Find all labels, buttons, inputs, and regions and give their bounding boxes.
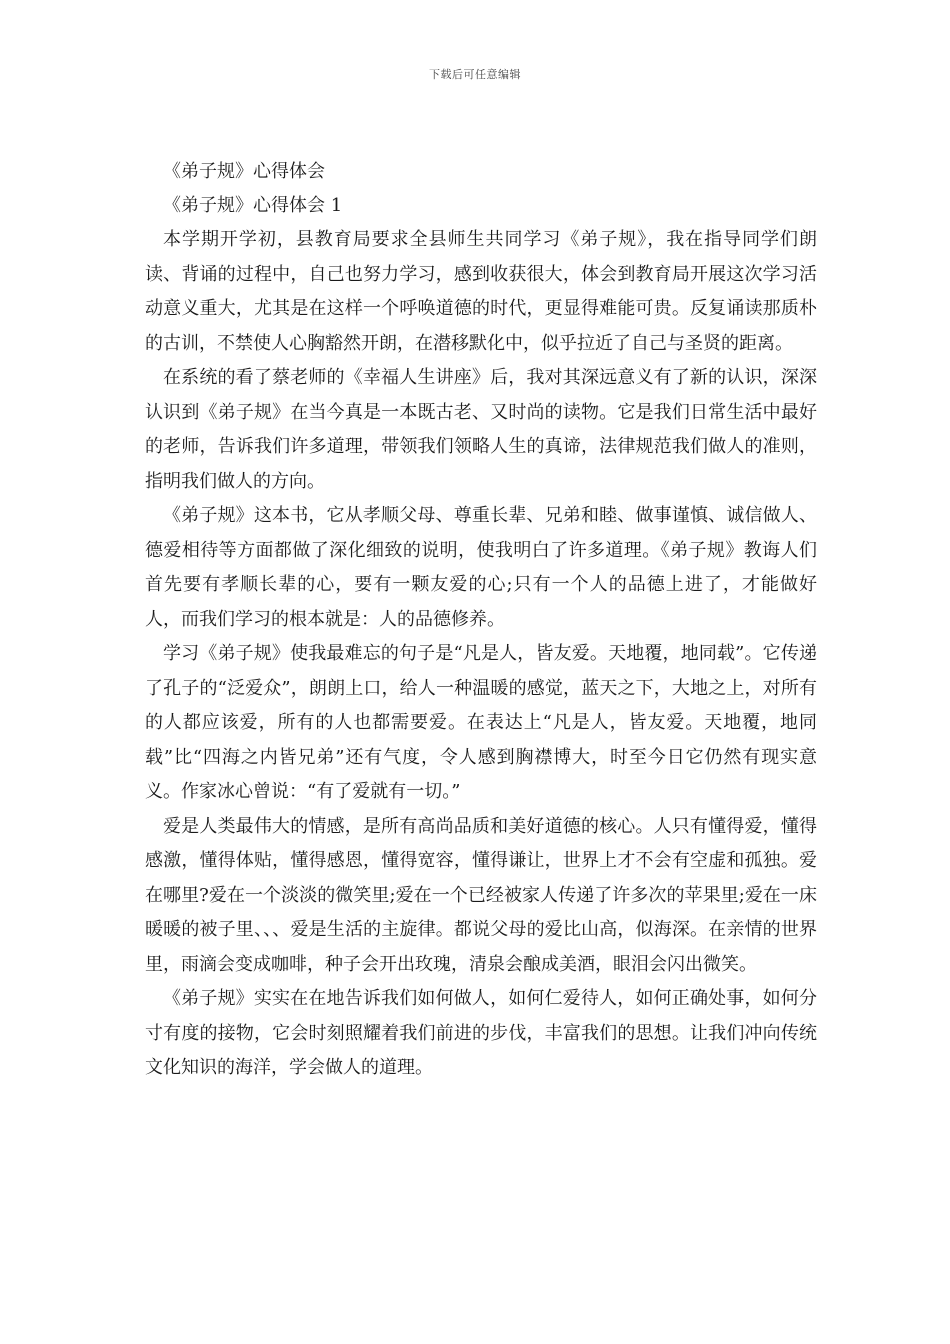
document-body bbox=[145, 155, 817, 1086]
paragraph-3: 《弟子规》这本书，它从孝顺父母、尊重长辈、兄弟和睦、做事谨慎、诚信做人、德爱相待等方面都做了深化细致的说明，使我明白了许多道理。《弟子规》教诲人们首先要有孝顺长辈的心，要有一颗友爱的心;只有一个人的品德上进了，才能做好人，而我们学习的根本就是：人的品德修养。 bbox=[145, 505, 817, 630]
paragraph-5: 爱是人类最伟大的情感，是所有高尚品质和美好道德的核心。人只有懂得爱，懂得感激，懂得体贴，懂得感恩，懂得宽容，懂得谦让，世界上才不会有空虚和孤独。爱在哪里?爱在一个淡淡的微笑里;爱在一个已经被家人传递了许多次的苹果里;爱在一床暖暖的被子里、、、爱是生活的主旋律。都说父母的爱比山高，似海深。在亲情的世界里，雨滴会变成咖啡，种子会开出玫瑰，清泉会酿成美酒，眼泪会闪出微笑。 bbox=[145, 815, 817, 975]
header-note: 下载后可任意编辑 bbox=[429, 68, 521, 81]
paragraph-6: 《弟子规》实实在在地告诉我们如何做人，如何仁爱待人，如何正确处事，如何分寸有度的接物，它会时刻照耀着我们前进的步伐，丰富我们的思想。让我们冲向传统文化知识的海洋，学会做人的道理。 bbox=[145, 988, 817, 1078]
paragraph-4: 学习《弟子规》使我最难忘的句子是“凡是人，皆友爱。天地覆，地同载”。它传递了孔子的“泛爱众”，朗朗上口，给人一种温暖的感觉，蓝天之下，大地之上，对所有的人都应该爱，所有的人也都需要爱。在表达上“凡是人，皆友爱。天地覆，地同载”比“四海之内皆兄弟”还有气度，令人感到胸襟博大，时至今日它仍然有现实意义。作家冰心曾说：“有了爱就有一切。” bbox=[145, 643, 817, 802]
paragraph-1: 本学期开学初，县教育局要求全县师生共同学习《弟子规》，我在指导同学们朗读、背诵的过程中，自己也努力学习，感到收获很大，体会到教育局开展这次学习活动意义重大，尤其是在这样一个呼唤道德的时代，更显得难能可贵。反复诵读那质朴的古训，不禁使人心胸豁然开朗，在潜移默化中，似乎拉近了自己与圣贤的距离。 bbox=[145, 229, 817, 354]
paragraph-2: 在系统的看了蔡老师的《幸福人生讲座》后，我对其深远意义有了新的认识，深深认识到《弟子规》在当今真是一本既古老、又时尚的读物。它是我们日常生活中最好的老师，告诉我们许多道理，带领我们领略人生的真谛，法律规范我们做人的准则，指明我们做人的方向。 bbox=[145, 367, 817, 492]
document-title: 《弟子规》心得体会 bbox=[163, 161, 325, 182]
document-subtitle: 《弟子规》心得体会 1 bbox=[163, 195, 343, 216]
